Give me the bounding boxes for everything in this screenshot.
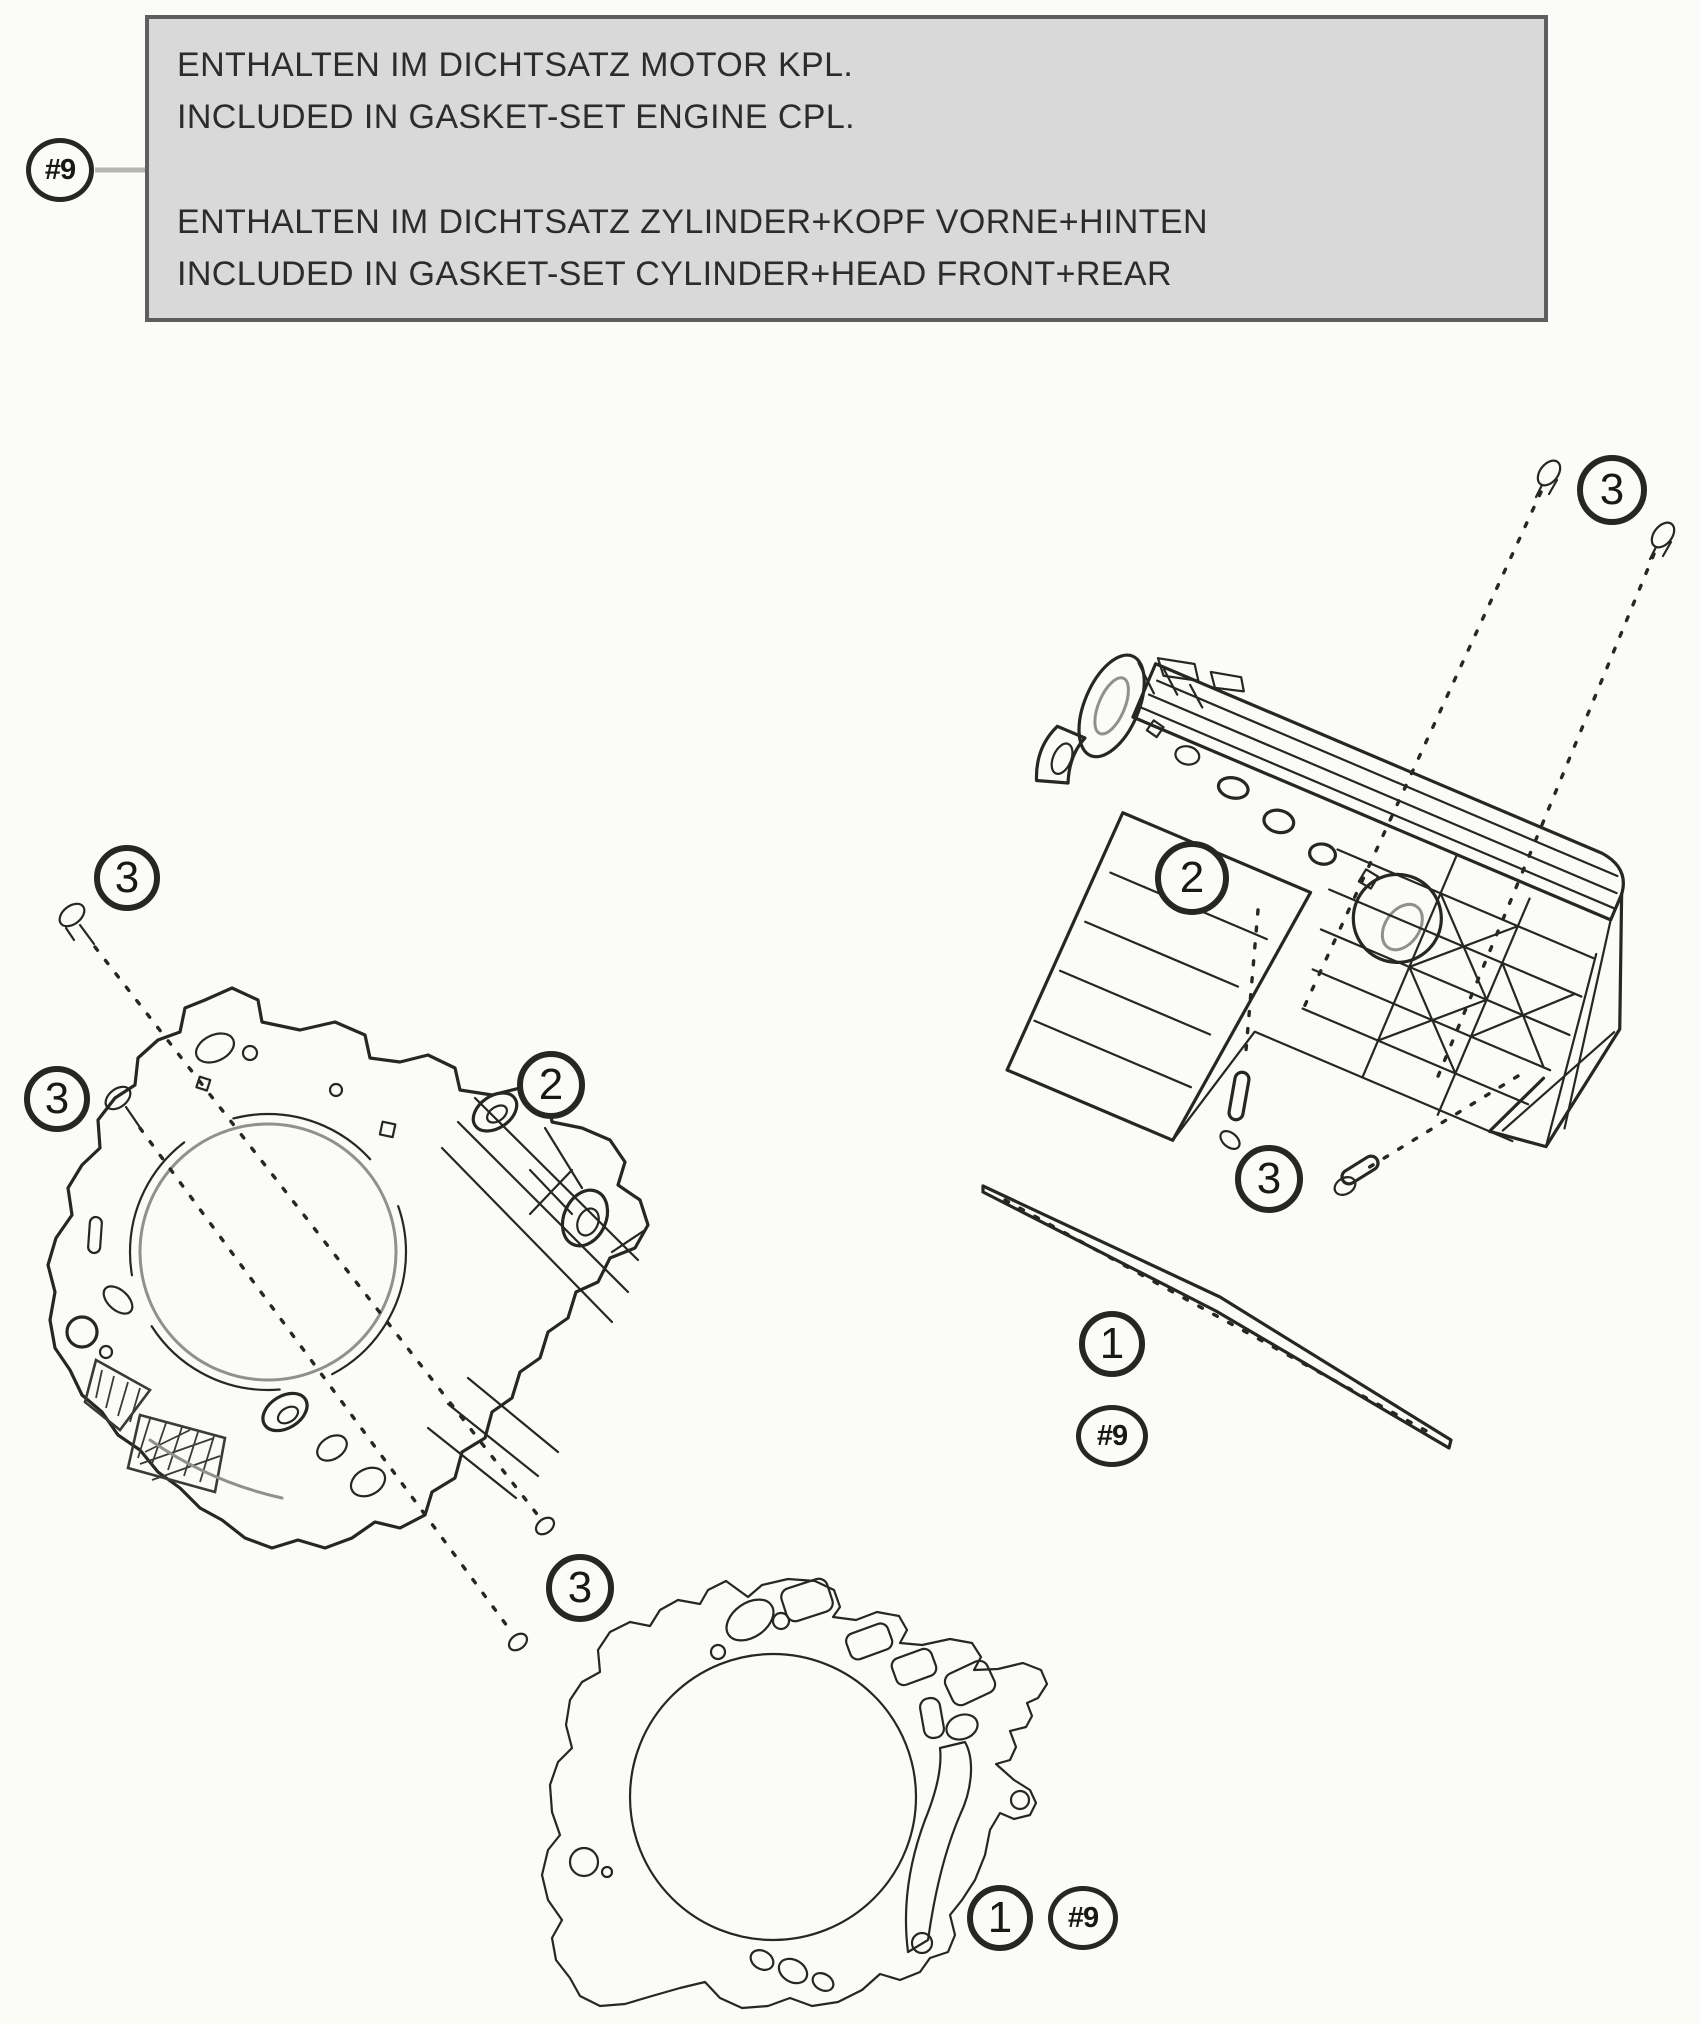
- rear-cylinder-drawing: [921, 616, 1689, 1284]
- callout-stud-rear-top: 3: [1577, 455, 1647, 525]
- front-cylinder-studs: [55, 899, 557, 1653]
- gasket-set-note-box: [145, 15, 1548, 322]
- head-gasket-drawing: [542, 1576, 1047, 2008]
- callout-gasket-set-ref-rear: #9: [1076, 1405, 1148, 1467]
- callout-gasket-front: 1: [967, 1885, 1033, 1951]
- note-line-de-1: ENTHALTEN IM DICHTSATZ MOTOR KPL.: [177, 46, 854, 84]
- callout-stud-rear-bottom: 3: [1235, 1145, 1303, 1213]
- rear-gasket-edge-drawing: [983, 1186, 1451, 1448]
- callout-gasket-set-ref-front: #9: [1048, 1886, 1118, 1950]
- callout-stud-front-top: 3: [94, 845, 160, 911]
- callout-stud-front-bottom: 3: [546, 1554, 614, 1622]
- callout-gasket-rear: 1: [1079, 1311, 1145, 1377]
- note-blank-line: [177, 143, 1534, 196]
- callout-cylinder-rear: 2: [1155, 841, 1229, 915]
- callout-cylinder-front: 2: [517, 1051, 585, 1119]
- callout-gasket-set-ref-note: #9: [26, 138, 94, 202]
- note-line-en-2: INCLUDED IN GASKET-SET CYLINDER+HEAD FRONT+REAR: [177, 255, 1172, 293]
- note-line-de-2: ENTHALTEN IM DICHTSATZ ZYLINDER+KOPF VORNE+HINTEN: [177, 203, 1208, 241]
- note-line-en-1: INCLUDED IN GASKET-SET ENGINE CPL.: [177, 98, 856, 136]
- callout-stud-front-side: 3: [24, 1066, 90, 1132]
